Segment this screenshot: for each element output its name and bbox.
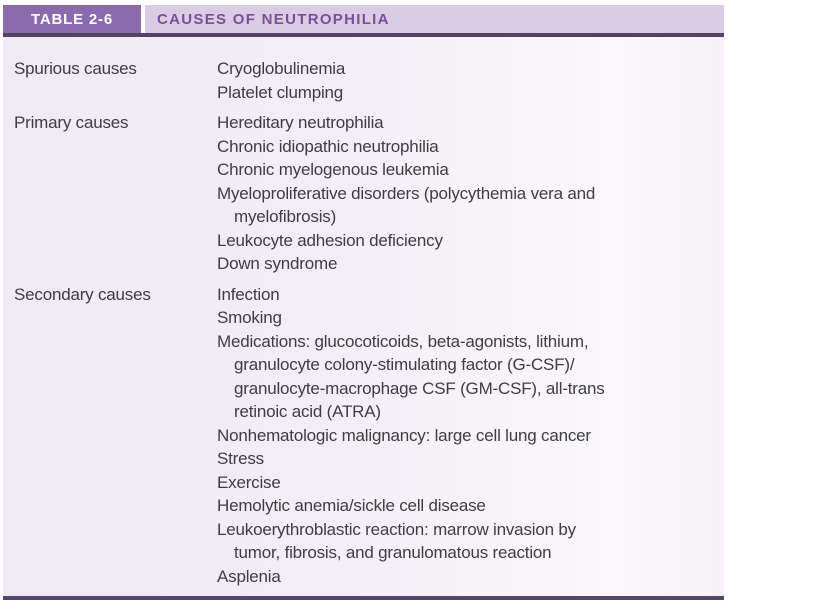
item-line: Asplenia <box>217 566 281 586</box>
category-label: Spurious causes <box>14 59 137 78</box>
item-line: Exercise <box>217 472 281 492</box>
item-line: Chronic myelogenous leukemia <box>217 160 449 179</box>
item-line: Chronic idiopathic neutrophilia <box>217 136 439 156</box>
item-line: retinoic acid (ATRA) <box>234 402 381 421</box>
item-line: Hemolytic anemia/sickle cell disease <box>217 496 486 515</box>
item-line: Infection <box>217 284 280 304</box>
table-header <box>3 5 724 33</box>
item-line: tumor, fibrosis, and granulomatous reaction <box>234 543 552 562</box>
item-line: granulocyte colony-stimulating factor (G-CSF)/ <box>234 355 575 374</box>
table-number-label: TABLE 2-6 <box>3 5 141 33</box>
item-line: Cryoglobulinemia <box>217 59 346 78</box>
item-line: Smoking <box>217 308 282 327</box>
category-label: Primary causes <box>14 113 129 132</box>
items-list <box>217 283 714 589</box>
item-line: myelofibrosis) <box>234 207 337 226</box>
item-line: Leukoerythroblastic reaction: marrow invasion by <box>217 519 576 539</box>
table-row <box>14 283 714 589</box>
causes-of-neutrophilia-table <box>3 5 724 600</box>
item-line: Hereditary neutrophilia <box>217 113 384 132</box>
item-line: Leukocyte adhesion deficiency <box>217 230 443 250</box>
table-row <box>14 111 714 276</box>
item-line: Nonhematologic malignancy: large cell lung cancer <box>217 425 591 445</box>
table-body <box>3 37 724 596</box>
items-list <box>217 111 714 276</box>
table-title: CAUSES OF NEUTROPHILIA <box>145 5 724 33</box>
item-line: Platelet clumping <box>217 82 344 102</box>
item-line: Medications: glucocoticoids, beta-agonists, lithium, <box>217 331 589 351</box>
item-line: granulocyte-macrophage CSF (GM-CSF), all-trans <box>234 378 605 398</box>
item-line: Stress <box>217 449 264 468</box>
item-line: Myeloproliferative disorders (polycythemia vera and <box>217 183 596 203</box>
table-row <box>14 57 714 104</box>
bottom-border-divider <box>3 596 724 600</box>
items-list <box>217 57 714 104</box>
item-line: Down syndrome <box>217 254 338 273</box>
category-label: Secondary causes <box>14 284 151 304</box>
